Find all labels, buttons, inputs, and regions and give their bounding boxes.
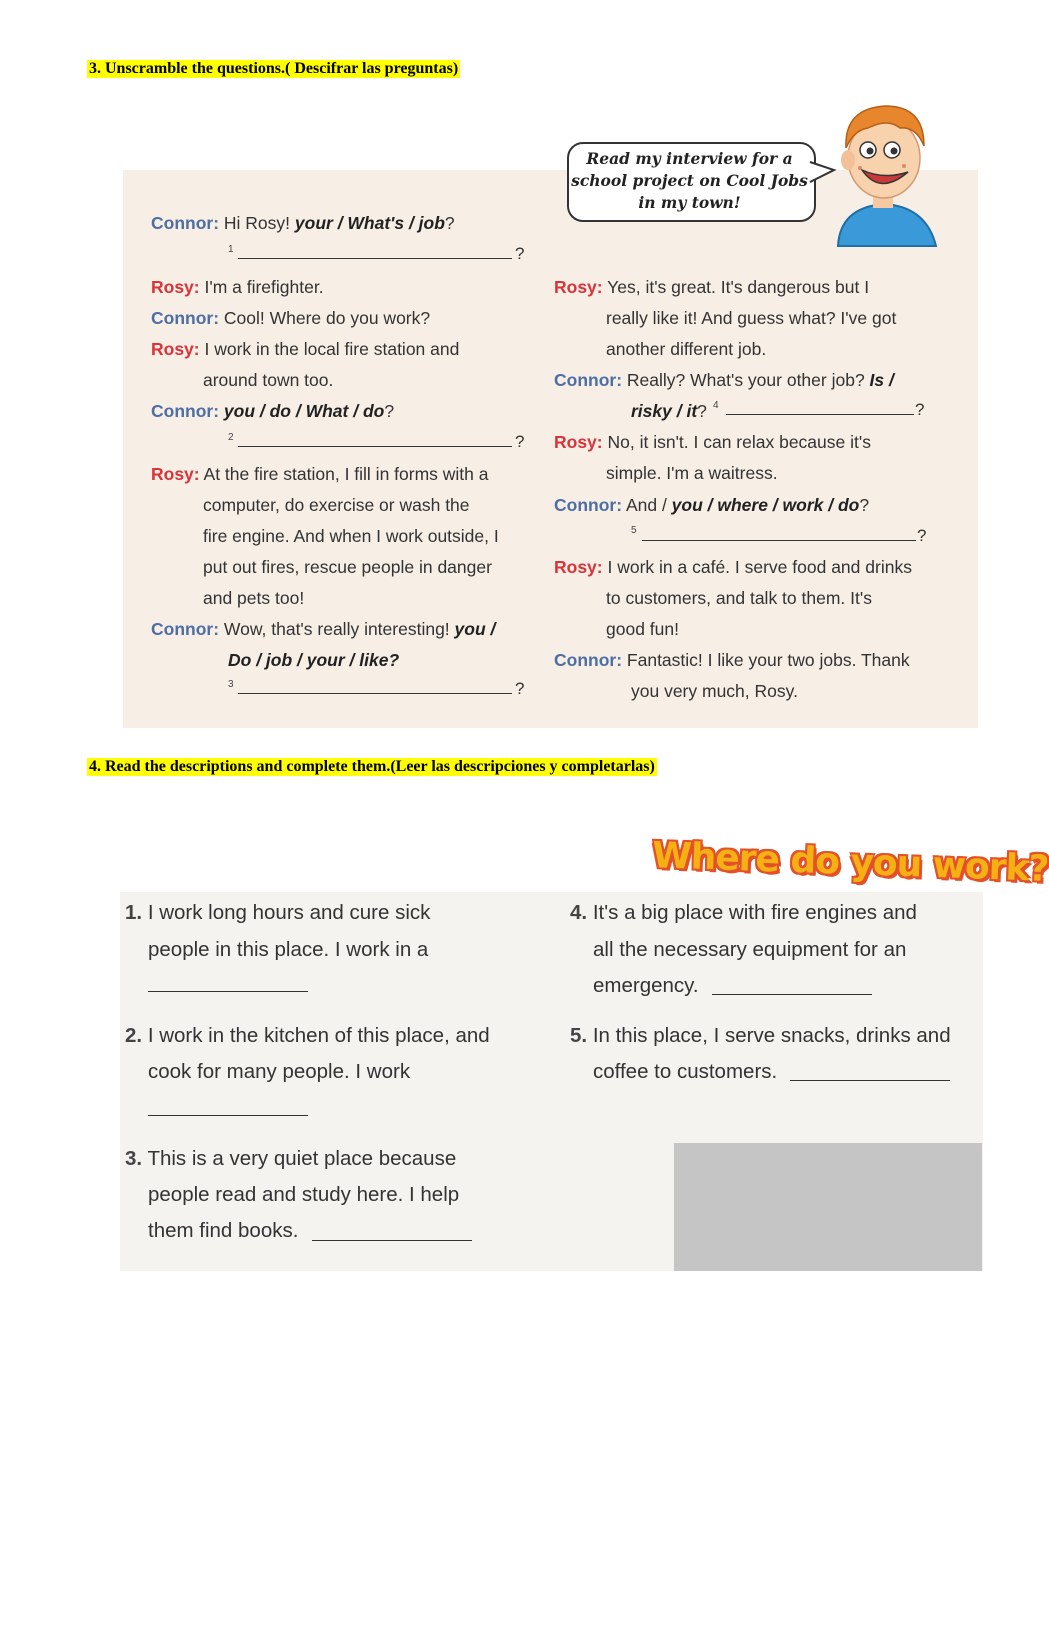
description-line: them find books. <box>148 1219 299 1242</box>
dialogue-line: simple. I'm a waitress. <box>606 463 778 483</box>
item-number: 1. <box>125 901 143 924</box>
dialogue-line: really like it! And guess what? I've got <box>606 308 897 328</box>
line-text: Wow, that's really interesting! <box>219 619 455 639</box>
line-text: And / <box>622 495 672 515</box>
dialogue-line: you very much, Rosy. <box>631 681 798 701</box>
dialogue-line <box>228 649 399 671</box>
description-item-3 <box>125 1146 456 1172</box>
speaker-connor: Connor: <box>554 495 623 515</box>
answer-blank-5[interactable] <box>642 540 916 541</box>
line-text: No, it isn't. I can relax because it's <box>602 432 871 452</box>
blank-number: 1 <box>228 244 234 255</box>
line-text: At the fire station, I fill in forms with a <box>199 464 489 484</box>
section4-heading: 4. Read the descriptions and complete them.(Leer las descripciones y completarlas) <box>89 758 655 775</box>
speaker-connor: Connor: <box>151 308 220 328</box>
dialogue-line: computer, do exercise or wash the <box>203 495 470 515</box>
dialogue-line <box>554 494 869 516</box>
line-text: I work in the local fire station and <box>199 339 460 359</box>
dialogue-line: put out fires, rescue people in danger <box>203 557 492 577</box>
answer-blank-3[interactable] <box>238 693 512 694</box>
answer-blank-item-4[interactable] <box>712 994 872 995</box>
dialogue-line <box>151 276 324 298</box>
line-text: I work in a café. I serve food and drinks <box>602 557 912 577</box>
dialogue-line: and pets too! <box>203 588 305 608</box>
speaker-rosy: Rosy: <box>554 277 603 297</box>
dialogue-line <box>151 212 455 234</box>
scrambled-words: you / do / What / do <box>223 401 385 421</box>
bubble-line: in my town! <box>638 193 741 212</box>
answer-blank-2[interactable] <box>238 446 512 447</box>
question-mark: ? <box>515 679 525 698</box>
description-item-2 <box>125 1023 490 1049</box>
answer-blank-4[interactable] <box>726 414 914 415</box>
description-line: all the necessary equipment for an <box>593 938 907 961</box>
item-number: 2. <box>125 1024 143 1047</box>
scrambled-words: you / <box>454 619 496 639</box>
description-item-5 <box>570 1023 951 1049</box>
dialogue-line <box>151 618 495 640</box>
speaker-rosy: Rosy: <box>151 339 200 359</box>
description-item-1 <box>125 900 430 926</box>
description-line: cook for many people. I work <box>148 1060 411 1083</box>
scrambled-words: your / What's / job <box>294 213 445 233</box>
line-text: Yes, it's great. It's dangerous but I <box>602 277 870 297</box>
dialogue-line <box>554 431 871 453</box>
description-line: people in this place. I work in a <box>148 938 429 961</box>
speaker-rosy: Rosy: <box>554 432 603 452</box>
speaker-rosy: Rosy: <box>151 464 200 484</box>
question-mark: ? <box>515 432 525 451</box>
item-number: 4. <box>570 901 588 924</box>
question-mark: ? <box>515 244 525 263</box>
speaker-connor: Connor: <box>151 213 220 233</box>
question-mark: ? <box>917 526 927 545</box>
dialogue-line <box>151 307 430 329</box>
speaker-connor: Connor: <box>151 619 220 639</box>
line-text: Cool! Where do you work? <box>219 308 431 328</box>
item-number: 3. <box>125 1147 143 1170</box>
dialogue-line <box>554 369 894 391</box>
speaker-rosy: Rosy: <box>554 557 603 577</box>
section3-heading: 3. Unscramble the questions.( Descifrar las preguntas) <box>89 60 459 77</box>
dialogue-line: fire engine. And when I work outside, I <box>203 526 499 546</box>
dialogue-line: good fun! <box>606 619 679 639</box>
scrambled-words: you / where / work / do <box>671 495 860 515</box>
speaker-connor: Connor: <box>554 370 623 390</box>
description-item-4 <box>570 900 917 926</box>
line-end: ? <box>444 213 455 233</box>
dialogue-line <box>151 463 489 485</box>
speech-bubble-text <box>567 148 812 214</box>
description-line: emergency. <box>593 974 699 997</box>
blank-number: 3 <box>228 679 234 690</box>
answer-blank-item-1[interactable] <box>148 991 308 992</box>
line-end: ? <box>859 495 870 515</box>
item-text: I work long hours and cure sick <box>147 901 431 924</box>
scrambled-words: risky / it <box>631 401 698 421</box>
speaker-rosy: Rosy: <box>151 277 200 297</box>
dialogue-line: another different job. <box>606 339 767 359</box>
dialogue-line <box>151 338 459 360</box>
dialogue-line: to customers, and talk to them. It's <box>606 588 872 608</box>
bubble-line: Read my interview for a <box>586 149 793 168</box>
bubble-line: school project on Cool Jobs <box>571 171 808 190</box>
image-placeholder <box>674 1143 982 1271</box>
dialogue-line <box>631 400 707 422</box>
item-text: It's a big place with fire engines and <box>592 901 917 924</box>
dialogue-line <box>554 649 910 671</box>
line-text: Fantastic! I like your two jobs. Thank <box>622 650 910 670</box>
answer-blank-item-5[interactable] <box>790 1080 950 1081</box>
answer-blank-item-2[interactable] <box>148 1115 308 1116</box>
line-text: I'm a firefighter. <box>199 277 324 297</box>
description-line: coffee to customers. <box>593 1060 778 1083</box>
answer-blank-1[interactable] <box>238 258 512 259</box>
item-text: This is a very quiet place because <box>147 1147 457 1170</box>
item-number: 5. <box>570 1024 588 1047</box>
line-text: Really? What's your other job? <box>622 370 870 390</box>
speaker-connor: Connor: <box>151 401 220 421</box>
scrambled-words: Is / <box>869 370 894 390</box>
blank-number: 2 <box>228 432 234 443</box>
blank-number: 4 <box>713 400 719 411</box>
question-mark: ? <box>915 400 925 419</box>
where-do-you-work-logo: Where do you work? <box>651 835 1049 890</box>
line-end: ? <box>697 401 707 421</box>
speaker-connor: Connor: <box>554 650 623 670</box>
blank-number: 5 <box>631 525 637 536</box>
line-end: ? <box>384 401 395 421</box>
line-text: Hi Rosy! <box>219 213 295 233</box>
scrambled-words: Do / job / your / like? <box>228 650 400 670</box>
dialogue-line <box>554 276 869 298</box>
answer-blank-item-3[interactable] <box>312 1240 472 1241</box>
dialogue-line: around town too. <box>203 370 334 390</box>
dialogue-line <box>554 556 912 578</box>
item-text: In this place, I serve snacks, drinks and <box>592 1024 951 1047</box>
boy-illustration-icon <box>828 98 943 246</box>
dialogue-line <box>151 400 394 422</box>
item-text: I work in the kitchen of this place, and <box>147 1024 490 1047</box>
description-line: people read and study here. I help <box>148 1183 460 1206</box>
